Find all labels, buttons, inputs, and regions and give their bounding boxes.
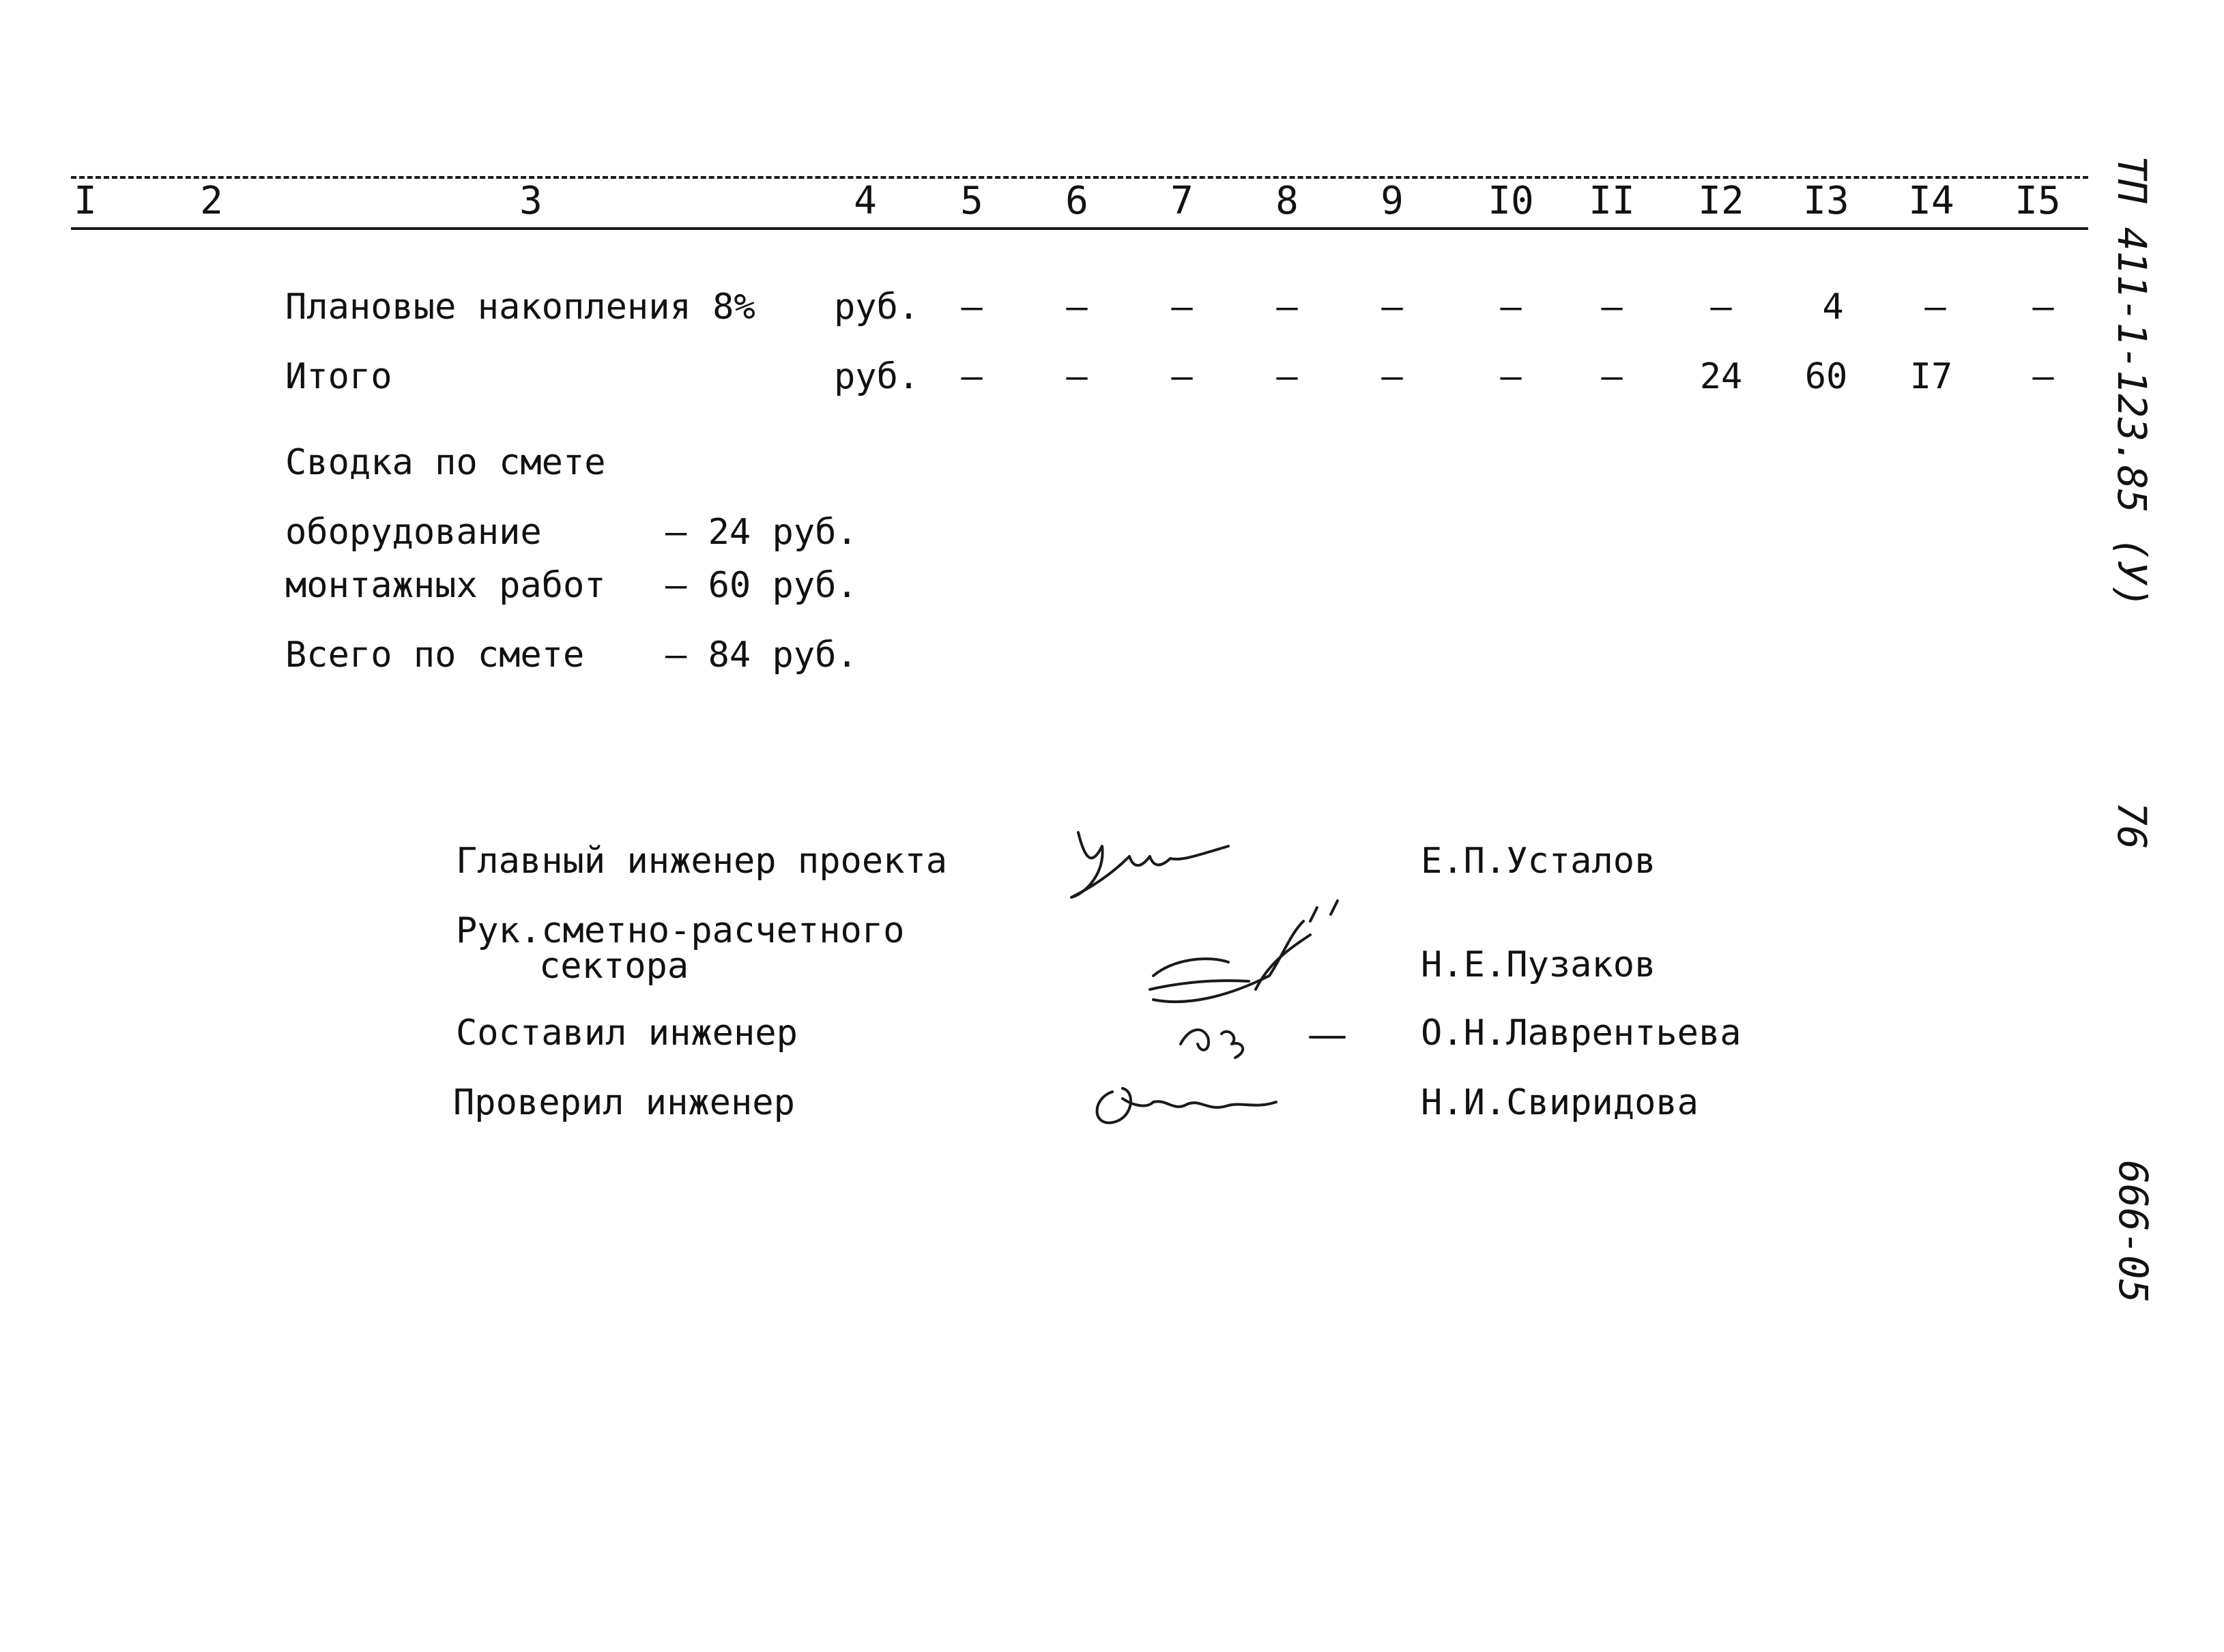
column-header: II: [1589, 179, 1635, 223]
column-header: 6: [1065, 179, 1088, 223]
summary-item-value: – 24 руб.: [665, 512, 858, 553]
column-header: 9: [1381, 179, 1404, 223]
signature-name: О.Н.Лаврентьева: [1421, 1013, 1742, 1054]
table-cell: –: [1601, 287, 1623, 328]
table-cell: 4: [1822, 287, 1844, 328]
summary-item-value: – 60 руб.: [665, 565, 858, 606]
row-unit: руб.: [834, 356, 920, 397]
row-label: Итого: [285, 356, 392, 397]
summary-item-label: Всего по смете: [285, 635, 585, 676]
signature-name: Е.П.Усталов: [1421, 841, 1656, 882]
handwritten-signature: [1085, 1078, 1283, 1133]
table-cell: –: [2032, 356, 2054, 397]
table-cell: –: [1066, 356, 1088, 397]
signature-name: Н.И.Свиридова: [1421, 1082, 1699, 1123]
signature-role: Рук.сметно-расчетного: [456, 910, 905, 951]
signature-role: Проверил инженер: [453, 1082, 795, 1123]
column-header: I4: [1908, 179, 1954, 223]
column-header: 3: [519, 179, 543, 223]
table-cell: –: [2032, 287, 2054, 328]
row-unit: руб.: [834, 287, 920, 328]
column-header: 5: [960, 179, 983, 223]
table-cell: –: [1171, 356, 1193, 397]
page-number: 76: [2109, 802, 2155, 850]
table-cell: –: [1276, 356, 1298, 397]
header-bottom-rule: [71, 227, 2088, 230]
summary-item-value: – 84 руб.: [665, 635, 858, 676]
summary-item-label: монтажных работ: [285, 565, 606, 606]
table-cell: –: [1601, 356, 1623, 397]
table-cell: –: [961, 356, 983, 397]
sheet-code: 666-05: [2110, 1160, 2156, 1303]
column-header: I0: [1488, 179, 1534, 223]
signature-role: сектора: [539, 946, 689, 987]
table-cell: –: [1066, 287, 1088, 328]
column-header: I2: [1698, 179, 1744, 223]
column-header: 8: [1275, 179, 1299, 223]
table-cell: –: [1171, 287, 1193, 328]
summary-title: Сводка по смете: [285, 442, 606, 483]
signature-name: Н.Е.Пузаков: [1421, 944, 1656, 985]
table-cell: –: [1710, 287, 1732, 328]
table-cell: 60: [1804, 356, 1848, 397]
table-cell: –: [961, 287, 983, 328]
summary-item-label: оборудование: [285, 512, 542, 553]
column-header: I: [74, 179, 97, 223]
handwritten-signature: [1174, 1003, 1351, 1064]
column-header: I3: [1803, 179, 1849, 223]
table-cell: –: [1276, 287, 1298, 328]
table-cell: –: [1381, 287, 1403, 328]
row-label: Плановые накопления 8%: [285, 287, 755, 328]
table-cell: –: [1500, 356, 1522, 397]
column-header: I5: [2014, 179, 2061, 223]
signature-role: Главный инженер проекта: [456, 841, 948, 882]
column-header: 7: [1170, 179, 1194, 223]
table-cell: 24: [1699, 356, 1743, 397]
handwritten-signature: [1133, 894, 1365, 1017]
table-cell: –: [1381, 356, 1403, 397]
table-cell: –: [1500, 287, 1522, 328]
table-cell: –: [1924, 287, 1946, 328]
table-cell: I7: [1909, 356, 1953, 397]
column-header: 2: [200, 179, 223, 223]
column-header: 4: [854, 179, 877, 223]
signature-role: Составил инженер: [456, 1013, 798, 1054]
project-code: ТП 411-1-123.85 (У): [2109, 156, 2155, 609]
